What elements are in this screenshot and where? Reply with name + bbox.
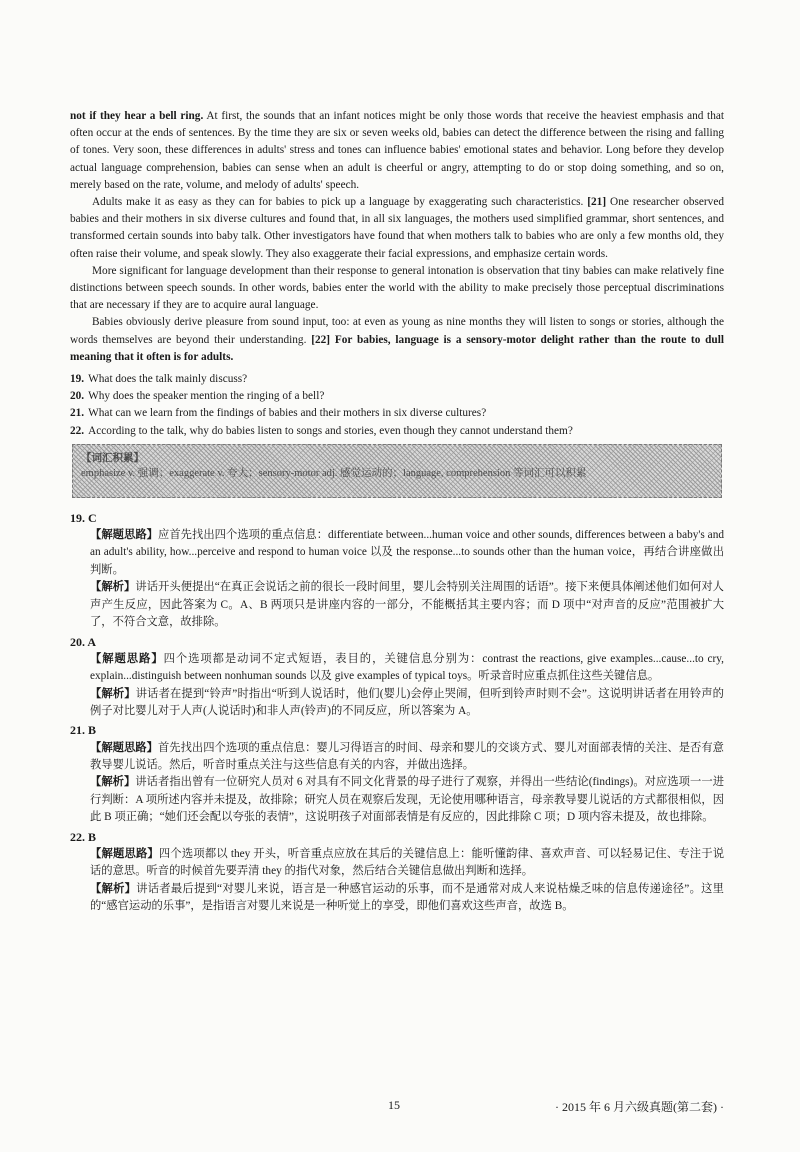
answer-text: 首先找出四个选项的重点信息：婴儿习得语言的时间、母亲和婴儿的交谈方式、婴儿对面部表情的关注、是否有意教导婴儿说话。然后，听音时重点关注与这些信息有关的内容，并做出选择。 (90, 741, 724, 771)
question-item (70, 388, 724, 405)
answer-text: 讲话开头便提出“在真正会说话之前的很长一段时间里，婴儿会特别关注周围的话语”。接下来便具体阐述他们如何对人声产生反应，因此答案为 C。A、B 两项只是讲座内容的一部分，不能概括其主要内容；而 D 项中“对声音的反应”范围被扩大了，不符合文意，故排除。 (90, 581, 724, 629)
answer-tag: 【解题思路】 (90, 847, 159, 860)
answer-body (70, 846, 724, 916)
answer-block (90, 881, 724, 916)
answer-item (70, 829, 724, 916)
page-number: 15 (388, 1098, 400, 1112)
answer-text: 应首先找出四个选项的重点信息：differentiate between...human voice and other sounds, differences between a baby's and an adult's ability, how...perceive and respond to human voice 以及 the response...to sounds other than the human voice，再结合讲座做出判断。 (90, 529, 724, 576)
answer-number: 22. B (70, 829, 97, 844)
question-number: 20. (70, 390, 85, 403)
exam-source-label: · 2015 年 6 月六级真题(第二套) · (555, 1100, 724, 1114)
answer-text: 讲话者在提到“铃声”时指出“听到人说话时，他们(婴儿)会停止哭闹，但听到铃声时则不会”。这说明讲话者在用铃声的例子对比婴儿对于人声(人说话时)和非人声(铃声)的不同反应，所以答案为 A。 (90, 687, 724, 717)
answer-block (90, 846, 724, 881)
question-number: 22. (70, 424, 85, 437)
answer-number: 20. A (70, 634, 97, 649)
passage-paragraph-3 (70, 263, 724, 315)
answer-tag: 【解析】 (90, 581, 136, 594)
answer-body (70, 527, 724, 631)
question-number: 19. (70, 373, 85, 386)
answer-tag: 【解析】 (90, 882, 137, 895)
answer-text: 四个选项都是动词不定式短语，表目的，关键信息分别为：contrast the reactions, give examples...cause...to cry, explain...distinguish between nonhuman sounds 以及 give examples of typical toys。听录音时应重点抓住这些关键信息。 (90, 652, 724, 683)
answer-block (90, 651, 724, 686)
question-text: Why does the speaker mention the ringing of a bell? (88, 390, 325, 403)
page-footer (0, 1098, 800, 1120)
passage-text: One researcher observed babies and their mothers in six diverse cultures and found that, in all six languages, the mothers used simplified grammar, short sentences, and transformed certain sounds into baby talk. Other investigators have found that when mothers talk to babies who are only a few months old, they often raise their volume, and speak slowly. They also exaggerate their facial expressions, and emphasize certain words. (70, 196, 724, 260)
answer-body (70, 740, 724, 827)
passage-bold-phrase: For babies, language is a sensory-motor delight rather than the route to dull meaning that it often is for adults. (70, 333, 724, 363)
answer-block (90, 740, 724, 775)
passage-text: More significant for language development than their response to general intonation is observation that tiny babies can make relatively fine distinctions between speech sounds. In other words, babies enter the world with the ability to make precisely those perceptual discriminations that are necessary if they are to acquire aural language. (70, 264, 724, 312)
question-item (70, 423, 724, 440)
question-item (70, 405, 724, 422)
passage-text: Babies obviously derive pleasure from sound input, too: at even as young as nine months they will listen to songs or stories, although the words themselves are beyond their understanding. (70, 316, 724, 346)
answer-block (90, 686, 724, 721)
content-area (70, 108, 724, 915)
answer-tag: 【解析】 (90, 776, 136, 789)
answer-text: 讲话者最后提到“对婴儿来说，语言是一种感官运动的乐事，而不是通常对成人来说枯燥乏味的信息传递途径”。这里的“感官运动的乐事”，是指语言对婴儿来说是一种听觉上的享受，即他们喜欢这些声音，故选 B。 (90, 882, 724, 912)
question-text: What does the talk mainly discuss? (88, 373, 248, 386)
answer-block (90, 774, 724, 826)
passage-paragraph-4 (70, 314, 724, 366)
answer-item (70, 510, 724, 632)
answer-item (70, 722, 724, 826)
passage-text: At first, the sounds that an infant notices might be only those words that receive the heaviest emphasis and that often occur at the ends of sentences. By the time they are six or seven weeks old, babies can detect the difference between the rising and falling of tones. Very soon, these differences in adults' stress and tones can influence babies' emotional states and behavior. Long before they develop actual language comprehension, babies can sense when an adult is cheerful or angry, attempting to do or stop doing something, and so on, merely based on the rate, volume, and melody of adults' speech. (70, 110, 724, 191)
passage-paragraph-2 (70, 194, 724, 263)
answer-body (70, 651, 724, 721)
passage-text: Adults make it as easy as they can for babies to pick up a language by exaggerating such characteristics. (92, 196, 588, 209)
answer-tag: 【解题思路】 (90, 652, 164, 665)
question-number: 21. (70, 407, 85, 420)
answer-block (90, 579, 724, 631)
answer-number: 21. B (70, 723, 97, 738)
question-marker: [22] (311, 333, 331, 346)
vocab-box-text: emphasize v. 强调；exaggerate v. 夸大；sensory-motor adj. 感觉运动的；language, comprehension 等词汇可以积累 (81, 467, 587, 479)
question-marker: [21] (587, 196, 607, 209)
passage-paragraph-1 (70, 108, 724, 194)
answer-text: 讲话者指出曾有一位研究人员对 6 对具有不同文化背景的母子进行了观察，并得出一些结论(findings)。对应选项一一进行判断：A 项所述内容并未提及，故排除；研究人员在观察后发现，无论使用哪种语言，母亲教导婴儿说话的方式都很相似，因此 B 项正确；“她们还会配以夸张的表情”，这说明孩子对面部表情是有反应的，因此排除 C 项；D 项内容未提及，故也排除。 (90, 776, 724, 824)
answer-tag: 【解题思路】 (90, 529, 159, 542)
question-item (70, 371, 724, 388)
answer-text: 四个选项都以 they 开头，听音重点应放在其后的关键信息上：能听懂韵律、喜欢声音、可以轻易记住、专注于说话的意思。听音的时候首先要弄清 they 的指代对象，然后结合关键信息做出判断和选择。 (90, 847, 724, 878)
answer-item (70, 634, 724, 721)
vocab-box-title: 【词汇积累】 (81, 452, 144, 464)
answer-number: 19. C (70, 510, 97, 525)
answer-tag: 【解析】 (90, 687, 136, 700)
question-text: According to the talk, why do babies listen to songs and stories, even though they cannot understand them? (88, 424, 573, 437)
passage-bold-phrase: not if they hear a bell ring. (70, 110, 204, 122)
vocab-box (72, 444, 722, 498)
question-text: What can we learn from the findings of babies and their mothers in six diverse cultures? (88, 407, 487, 420)
answer-tag: 【解题思路】 (90, 741, 158, 754)
question-list (70, 371, 724, 440)
answer-block (90, 527, 724, 579)
